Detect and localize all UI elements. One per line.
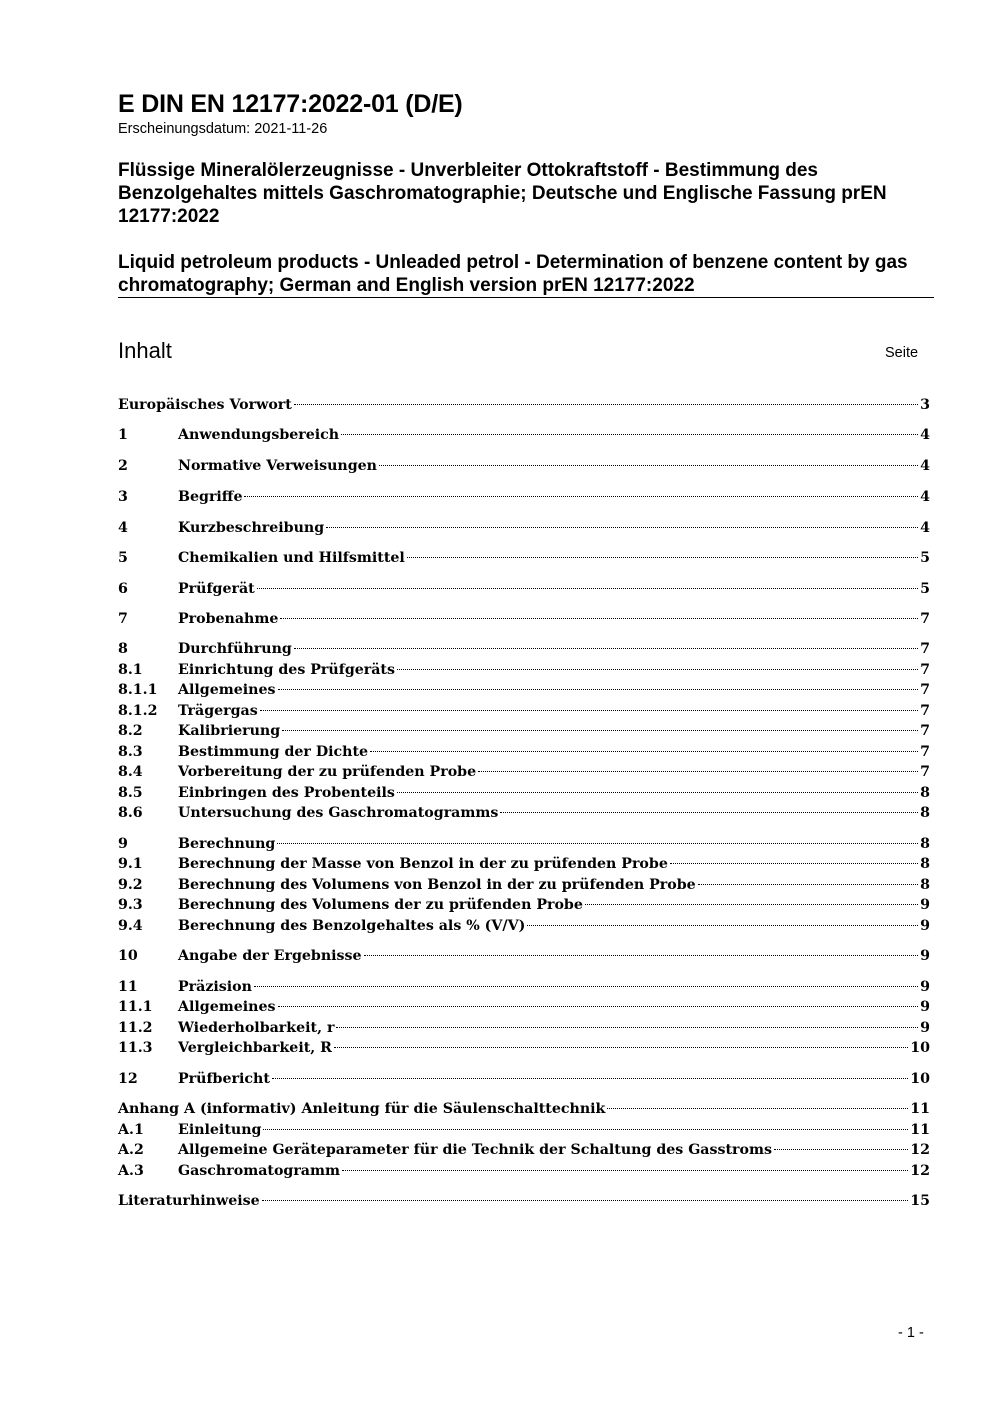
toc-entry-title: Anhang A (informativ) Anleitung für die Säulenschalttechnik bbox=[118, 1101, 606, 1117]
toc-entry-number: 4 bbox=[118, 520, 128, 536]
toc-entry-number: A.3 bbox=[118, 1163, 144, 1179]
toc-entry[interactable] bbox=[118, 518, 930, 538]
toc-entry-number: 8.5 bbox=[118, 785, 143, 801]
toc-entry-title: Chemikalien und Hilfsmittel bbox=[178, 550, 405, 566]
toc-entry-number: 8.2 bbox=[118, 723, 143, 739]
toc-entry-number: 8 bbox=[118, 641, 128, 657]
toc-entry-title: Bestimmung der Dichte bbox=[178, 744, 369, 760]
toc-entry-number: A.1 bbox=[118, 1122, 144, 1138]
toc-entry-page: 12 bbox=[910, 1163, 930, 1179]
toc-entry-title: Durchführung bbox=[178, 641, 292, 657]
toc-entry-title: Angabe der Ergebnisse bbox=[178, 948, 362, 964]
toc-entry[interactable] bbox=[118, 1191, 930, 1211]
toc-page-label: Seite bbox=[885, 345, 919, 361]
toc-entry-page: 8 bbox=[920, 836, 930, 852]
toc-leader-dots bbox=[282, 730, 918, 731]
toc-entry[interactable] bbox=[118, 1038, 930, 1058]
toc-entry[interactable] bbox=[118, 395, 930, 415]
toc-entry-page: 4 bbox=[920, 427, 930, 443]
page-number: - 1 - bbox=[898, 1325, 924, 1341]
toc-entry-page: 4 bbox=[920, 458, 930, 474]
toc-entry-number: 11.2 bbox=[118, 1020, 153, 1036]
toc-entry-page: 3 bbox=[920, 397, 930, 413]
toc-entry[interactable] bbox=[118, 783, 930, 803]
toc-entry-number: 2 bbox=[118, 458, 128, 474]
toc-entry-title: Allgemeines bbox=[178, 999, 276, 1015]
toc-leader-dots bbox=[326, 527, 918, 528]
toc-entry[interactable] bbox=[118, 1140, 930, 1160]
toc-entry[interactable] bbox=[118, 1069, 930, 1089]
toc-entry-page: 7 bbox=[920, 662, 930, 678]
toc-leader-dots bbox=[272, 1078, 908, 1079]
toc-leader-dots bbox=[527, 925, 918, 926]
toc-entry-number: A.2 bbox=[118, 1142, 144, 1158]
toc-entry[interactable] bbox=[118, 660, 930, 680]
toc-leader-dots bbox=[670, 863, 918, 864]
toc-entry-page: 8 bbox=[920, 877, 930, 893]
toc-entry[interactable] bbox=[118, 875, 930, 895]
toc-entry-number: 9.2 bbox=[118, 877, 143, 893]
toc-entry[interactable] bbox=[118, 1120, 930, 1140]
toc-entry-page: 9 bbox=[920, 918, 930, 934]
toc-entry-title: Wiederholbarkeit, r bbox=[178, 1020, 335, 1036]
toc-entry[interactable] bbox=[118, 721, 930, 741]
toc-entry-page: 7 bbox=[920, 723, 930, 739]
toc-leader-dots bbox=[379, 465, 918, 466]
toc-entry-number: 10 bbox=[118, 948, 138, 964]
toc-entry-page: 9 bbox=[920, 948, 930, 964]
toc-entry-title: Normative Verweisungen bbox=[178, 458, 377, 474]
toc-entry[interactable] bbox=[118, 997, 930, 1017]
toc-entry-number: 8.1.2 bbox=[118, 703, 158, 719]
toc-entry[interactable] bbox=[118, 803, 930, 823]
toc-leader-dots bbox=[500, 812, 918, 813]
toc-entry-number: 8.1 bbox=[118, 662, 143, 678]
toc-entry-title: Prüfbericht bbox=[178, 1071, 270, 1087]
toc-leader-dots bbox=[262, 1200, 909, 1201]
toc-entry-title: Präzision bbox=[178, 979, 252, 995]
toc-leader-dots bbox=[278, 689, 919, 690]
toc-entry[interactable] bbox=[118, 487, 930, 507]
toc-entry-title: Berechnung des Volumens der zu prüfenden Probe bbox=[178, 897, 583, 913]
toc-leader-dots bbox=[607, 1108, 908, 1109]
toc-entry-page: 7 bbox=[920, 611, 930, 627]
toc-entry-number: 11 bbox=[118, 979, 138, 995]
toc-entry[interactable] bbox=[118, 916, 930, 936]
toc-entry[interactable] bbox=[118, 1018, 930, 1038]
toc-entry-title: Begriffe bbox=[178, 489, 243, 505]
toc-entry[interactable] bbox=[118, 946, 930, 966]
toc-leader-dots bbox=[774, 1149, 908, 1150]
toc-leader-dots bbox=[280, 618, 918, 619]
document-id: E DIN EN 12177:2022-01 (D/E) bbox=[118, 90, 463, 118]
toc-leader-dots bbox=[341, 434, 918, 435]
toc-entry-number: 11.3 bbox=[118, 1040, 153, 1056]
title-german: Flüssige Mineralölerzeugnisse - Unverbleiter Ottokraftstoff - Bestimmung des Benzolgehaltes mittels Gaschromatographie; Deutsche und Englische Fassung prEN 12177:2022 bbox=[118, 160, 887, 227]
toc-entry-page: 9 bbox=[920, 979, 930, 995]
toc-entry-number: 9.4 bbox=[118, 918, 143, 934]
toc-entry[interactable] bbox=[118, 579, 930, 599]
title-divider bbox=[118, 297, 934, 298]
toc-entry-title: Allgemeine Geräteparameter für die Technik der Schaltung des Gasstroms bbox=[178, 1142, 772, 1158]
toc-leader-dots bbox=[364, 955, 919, 956]
toc-entry-page: 10 bbox=[910, 1040, 930, 1056]
toc-entry-page: 15 bbox=[910, 1193, 930, 1209]
toc-entry-title: Literaturhinweise bbox=[118, 1193, 260, 1209]
toc-leader-dots bbox=[585, 904, 918, 905]
toc-entry-title: Untersuchung des Gaschromatogramms bbox=[178, 805, 499, 821]
toc-entry-page: 12 bbox=[910, 1142, 930, 1158]
toc-entry-number: 8.6 bbox=[118, 805, 143, 821]
toc-entry-number: 8.3 bbox=[118, 744, 143, 760]
toc-entry-page: 7 bbox=[920, 703, 930, 719]
toc-entry[interactable] bbox=[118, 680, 930, 700]
toc-leader-dots bbox=[263, 1129, 908, 1130]
toc-entry[interactable] bbox=[118, 701, 930, 721]
toc-entry[interactable] bbox=[118, 834, 930, 854]
toc-entry-page: 11 bbox=[910, 1101, 930, 1117]
toc-entry-page: 9 bbox=[920, 999, 930, 1015]
toc-leader-dots bbox=[294, 404, 918, 405]
toc-leader-dots bbox=[294, 648, 918, 649]
toc-entry-title: Kurzbeschreibung bbox=[178, 520, 325, 536]
toc-entry-number: 9.1 bbox=[118, 856, 143, 872]
toc-entry[interactable] bbox=[118, 609, 930, 629]
toc-entry-page: 4 bbox=[920, 489, 930, 505]
toc-entry-title: Einbringen des Probenteils bbox=[178, 785, 395, 801]
toc-entry[interactable] bbox=[118, 1161, 930, 1181]
toc-entry-number: 1 bbox=[118, 427, 128, 443]
toc-leader-dots bbox=[278, 1006, 919, 1007]
toc-entry-title: Kalibrierung bbox=[178, 723, 281, 739]
toc-entry-number: 6 bbox=[118, 581, 128, 597]
toc-entry[interactable] bbox=[118, 854, 930, 874]
toc-entry-page: 4 bbox=[920, 520, 930, 536]
toc-leader-dots bbox=[260, 710, 918, 711]
toc-entry-page: 9 bbox=[920, 897, 930, 913]
toc-entry-title: Allgemeines bbox=[178, 682, 276, 698]
toc-entry[interactable] bbox=[118, 762, 930, 782]
toc-entry-page: 8 bbox=[920, 856, 930, 872]
toc-entry-number: 9.3 bbox=[118, 897, 143, 913]
toc-entry[interactable] bbox=[118, 977, 930, 997]
toc-entry-title: Einrichtung des Prüfgeräts bbox=[178, 662, 395, 678]
toc-leader-dots bbox=[407, 557, 918, 558]
toc-entry-page: 11 bbox=[910, 1122, 930, 1138]
toc-entry-page: 8 bbox=[920, 785, 930, 801]
publication-date: Erscheinungsdatum: 2021-11-26 bbox=[118, 121, 328, 137]
toc-entry-number: 5 bbox=[118, 550, 128, 566]
toc-entry[interactable] bbox=[118, 456, 930, 476]
toc-leader-dots bbox=[334, 1047, 908, 1048]
toc-entry[interactable] bbox=[118, 548, 930, 568]
toc-entry-title: Einleitung bbox=[178, 1122, 262, 1138]
toc-entry-title: Vorbereitung der zu prüfenden Probe bbox=[178, 764, 477, 780]
toc-entry-title: Berechnung der Masse von Benzol in der zu prüfenden Probe bbox=[178, 856, 668, 872]
toc-leader-dots bbox=[397, 792, 918, 793]
toc-leader-dots bbox=[277, 843, 918, 844]
toc-leader-dots bbox=[257, 588, 918, 589]
toc-entry-title: Vergleichbarkeit, R bbox=[178, 1040, 332, 1056]
toc-entry-number: 3 bbox=[118, 489, 128, 505]
toc-entry-title: Gaschromatogramm bbox=[178, 1163, 341, 1179]
toc-entry-page: 5 bbox=[920, 550, 930, 566]
toc-entry-page: 10 bbox=[910, 1071, 930, 1087]
toc-entry-number: 12 bbox=[118, 1071, 138, 1087]
toc-entry-title: Europäisches Vorwort bbox=[118, 397, 292, 413]
toc-entry-title: Trägergas bbox=[178, 703, 258, 719]
toc-leader-dots bbox=[342, 1170, 908, 1171]
toc-entry-page: 7 bbox=[920, 764, 930, 780]
toc-entry-page: 7 bbox=[920, 744, 930, 760]
toc-entry-number: 11.1 bbox=[118, 999, 153, 1015]
toc-entry-page: 5 bbox=[920, 581, 930, 597]
toc-entry-number: 8.1.1 bbox=[118, 682, 158, 698]
toc-leader-dots bbox=[244, 496, 918, 497]
toc-entry-title: Prüfgerät bbox=[178, 581, 255, 597]
toc-entry-title: Probenahme bbox=[178, 611, 279, 627]
toc-entry[interactable] bbox=[118, 895, 930, 915]
toc-leader-dots bbox=[478, 771, 918, 772]
toc-entry[interactable] bbox=[118, 639, 930, 659]
toc-entry[interactable] bbox=[118, 425, 930, 445]
toc-leader-dots bbox=[698, 884, 918, 885]
toc-entry-number: 9 bbox=[118, 836, 128, 852]
toc-entry-number: 7 bbox=[118, 611, 128, 627]
toc-entry-page: 7 bbox=[920, 641, 930, 657]
toc-entry-title: Anwendungsbereich bbox=[178, 427, 340, 443]
toc-leader-dots bbox=[370, 751, 918, 752]
toc-heading: Inhalt bbox=[118, 338, 172, 363]
toc-entry-page: 7 bbox=[920, 682, 930, 698]
toc-entry-page: 9 bbox=[920, 1020, 930, 1036]
toc-entry-page: 8 bbox=[920, 805, 930, 821]
title-english: Liquid petroleum products - Unleaded petrol - Determination of benzene content by gas chromatography; German and English version prEN 12177:2022 bbox=[118, 252, 908, 296]
toc-entry-title: Berechnung des Volumens von Benzol in der zu prüfenden Probe bbox=[178, 877, 696, 893]
toc-entry[interactable] bbox=[118, 1099, 930, 1119]
toc-leader-dots bbox=[336, 1027, 918, 1028]
toc-entry-title: Berechnung bbox=[178, 836, 276, 852]
toc-entry-title: Berechnung des Benzolgehaltes als % (V/V) bbox=[178, 918, 526, 934]
toc-entry-number: 8.4 bbox=[118, 764, 143, 780]
toc-entry[interactable] bbox=[118, 742, 930, 762]
toc-leader-dots bbox=[254, 986, 918, 987]
toc-leader-dots bbox=[397, 669, 918, 670]
